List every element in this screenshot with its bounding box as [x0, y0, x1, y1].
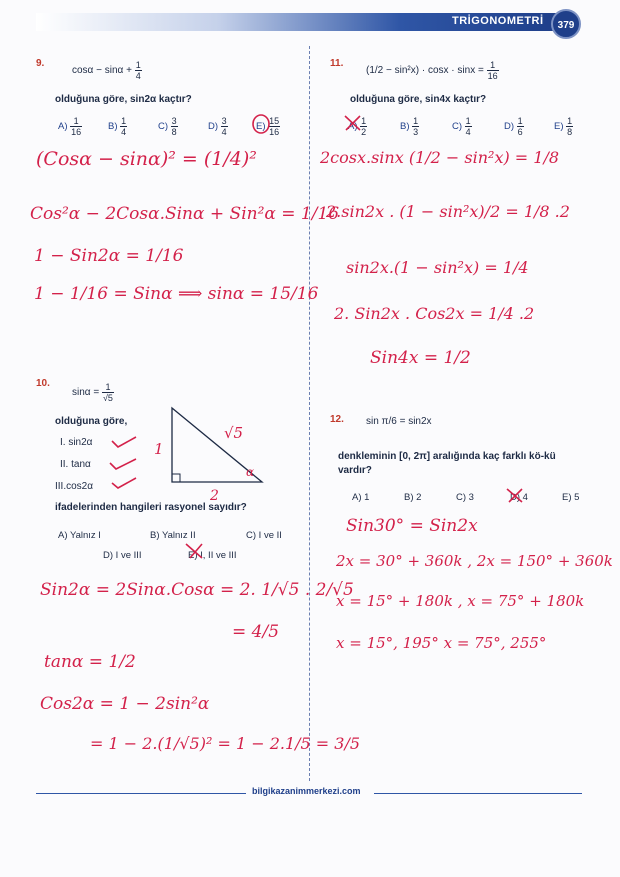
q12-option-d[interactable]: D) 4 — [510, 492, 528, 503]
q10-option-d[interactable]: D) I ve III — [103, 550, 142, 561]
q12-expression: sin π/6 = sin2x — [366, 416, 432, 427]
question-number: 10. — [36, 378, 50, 389]
q11-option-e[interactable]: E) $\frac{1}{8}$ — [554, 116, 573, 137]
q11-option-c[interactable]: C) $\frac{1}{4}$ — [452, 116, 471, 137]
q12-option-e[interactable]: E) 5 — [562, 492, 580, 503]
q10-option-e[interactable]: E) I, II ve III — [188, 550, 237, 561]
q10-work-line-3: tanα = 1/2 — [44, 652, 136, 672]
q10-option-c[interactable]: C) I ve II — [246, 530, 282, 541]
q11-prompt: olduğuna göre, sin4x kaçtır? — [350, 94, 487, 105]
page-number-badge: 379 — [551, 9, 581, 39]
triangle-base-label: 2 — [210, 488, 219, 504]
triangle-side-label: 1 — [154, 440, 164, 458]
q12-option-a[interactable]: A) 1 — [352, 492, 370, 503]
header-title: TRİGONOMETRİ — [452, 15, 544, 27]
q9-fraction: $\frac{1}{4}$ — [135, 60, 141, 81]
q11-option-b[interactable]: B) $\frac{1}{3}$ — [400, 116, 419, 137]
question-12 — [330, 414, 344, 425]
q10-work-line-1: Sin2α = 2Sinα.Cosα = 2. 1/√5 . 2/√5 — [40, 580, 354, 600]
q10-expression — [72, 382, 114, 403]
q10-item-3: III.cos2α — [55, 481, 94, 492]
footer-site: bilgikazanimmerkezi.com — [252, 786, 361, 796]
q10-option-b[interactable]: B) Yalnız II — [150, 530, 196, 541]
q9-answer-mark — [250, 112, 272, 136]
question-9 — [36, 58, 44, 69]
q10-item-2: II. tanα — [60, 459, 91, 470]
q10-expr-text: sinα = — [72, 387, 102, 399]
q10-item-1: I. sin2α — [60, 437, 93, 448]
q12-work-line-1: Sin30° = Sin2x — [346, 516, 478, 536]
q9-option-c[interactable]: C) $\frac{3}{8}$ — [158, 116, 177, 137]
q11-answer-mark — [342, 112, 364, 134]
q9-work-line-2: Cos²α − 2Cosα.Sinα + Sin²α = 1/16 — [30, 204, 340, 224]
q11-option-d[interactable]: D) $\frac{1}{6}$ — [504, 116, 523, 137]
q10-work-line-5: = 1 − 2.(1/√5)² = 1 − 2.1/5 = 3/5 — [90, 734, 361, 753]
footer-rule-right — [374, 793, 582, 794]
q11-work-line-3: sin2x.(1 − sin²x) = 1/4 — [346, 258, 529, 277]
q11-work-line-4: 2. Sin2x . Cos2x = 1/4 .2 — [334, 304, 535, 323]
q9-work-line-4: 1 − 1/16 = Sinα ⟹ sinα = 15/16 — [34, 284, 319, 304]
question-10 — [36, 378, 50, 389]
q9-option-b[interactable]: B) $\frac{1}{4}$ — [108, 116, 127, 137]
question-number: 11. — [330, 58, 344, 69]
q12-answer-mark — [504, 486, 526, 506]
q9-expression — [72, 60, 142, 81]
q9-option-d[interactable]: D) $\frac{3}{4}$ — [208, 116, 227, 137]
q11-work-line-2: 2.sin2x . (1 − sin²x)/2 = 1/8 .2 — [326, 202, 570, 221]
q12-option-b[interactable]: B) 2 — [404, 492, 422, 503]
question-number: 9. — [36, 58, 45, 69]
q12-work-line-2: 2x = 30° + 360k , 2x = 150° + 360k — [336, 552, 613, 570]
question-11 — [330, 58, 343, 69]
q11-fraction: $\frac{1}{16}$ — [487, 60, 498, 81]
q10-option-a[interactable]: A) Yalnız I — [58, 530, 101, 541]
triangle-hyp-label: √5 — [224, 424, 244, 442]
q9-option-a[interactable]: A) $\frac{1}{16}$ — [58, 116, 82, 137]
q10-prompt: olduğuna göre, — [55, 416, 128, 427]
q10-work-line-2: = 4/5 — [232, 622, 280, 642]
q10-answer-mark — [182, 540, 212, 562]
q11-work-line-5: Sin4x = 1/2 — [370, 348, 471, 368]
q11-expression — [366, 60, 499, 81]
q11-option-a[interactable]: A) $\frac{1}{2}$ — [348, 116, 367, 137]
q12-work-line-4: x = 15°, 195° x = 75°, 255° — [336, 634, 547, 652]
q12-prompt: denkleminin [0, 2π] aralığında kaç farklı kö-kü vardır? — [338, 451, 556, 476]
q10-triangle-diagram — [140, 398, 280, 508]
q9-option-e[interactable]: E) $\frac{15}{16}$ — [256, 116, 280, 137]
q9-work-line-3: 1 − Sin2α = 1/16 — [34, 246, 184, 266]
q11-expr-text: (1/2 − sin²x) · cosx · sinx = — [366, 65, 487, 77]
question-number: 12. — [330, 414, 344, 425]
q9-expr-text: cosα − sinα + — [72, 65, 135, 77]
q10-fraction: $\frac{1}{√5}$ — [102, 382, 113, 403]
q9-prompt: olduğuna göre, sin2α kaçtır? — [55, 94, 192, 105]
q12-work-line-3: x = 15° + 180k , x = 75° + 180k — [336, 592, 585, 610]
q10-question: ifadelerinden hangileri rasyonel sayıdır? — [55, 502, 247, 513]
triangle-angle-label: α — [246, 465, 255, 479]
q11-work-line-1: 2cosx.sinx (1/2 − sin²x) = 1/8 — [320, 148, 560, 167]
q12-option-c[interactable]: C) 3 — [456, 492, 474, 503]
q10-work-line-4: Cos2α = 1 − 2sin²α — [40, 694, 210, 714]
column-divider — [309, 46, 310, 781]
footer-rule-left — [36, 793, 246, 794]
q9-work-line-1: (Cosα − sinα)² = (1/4)² — [36, 148, 257, 170]
